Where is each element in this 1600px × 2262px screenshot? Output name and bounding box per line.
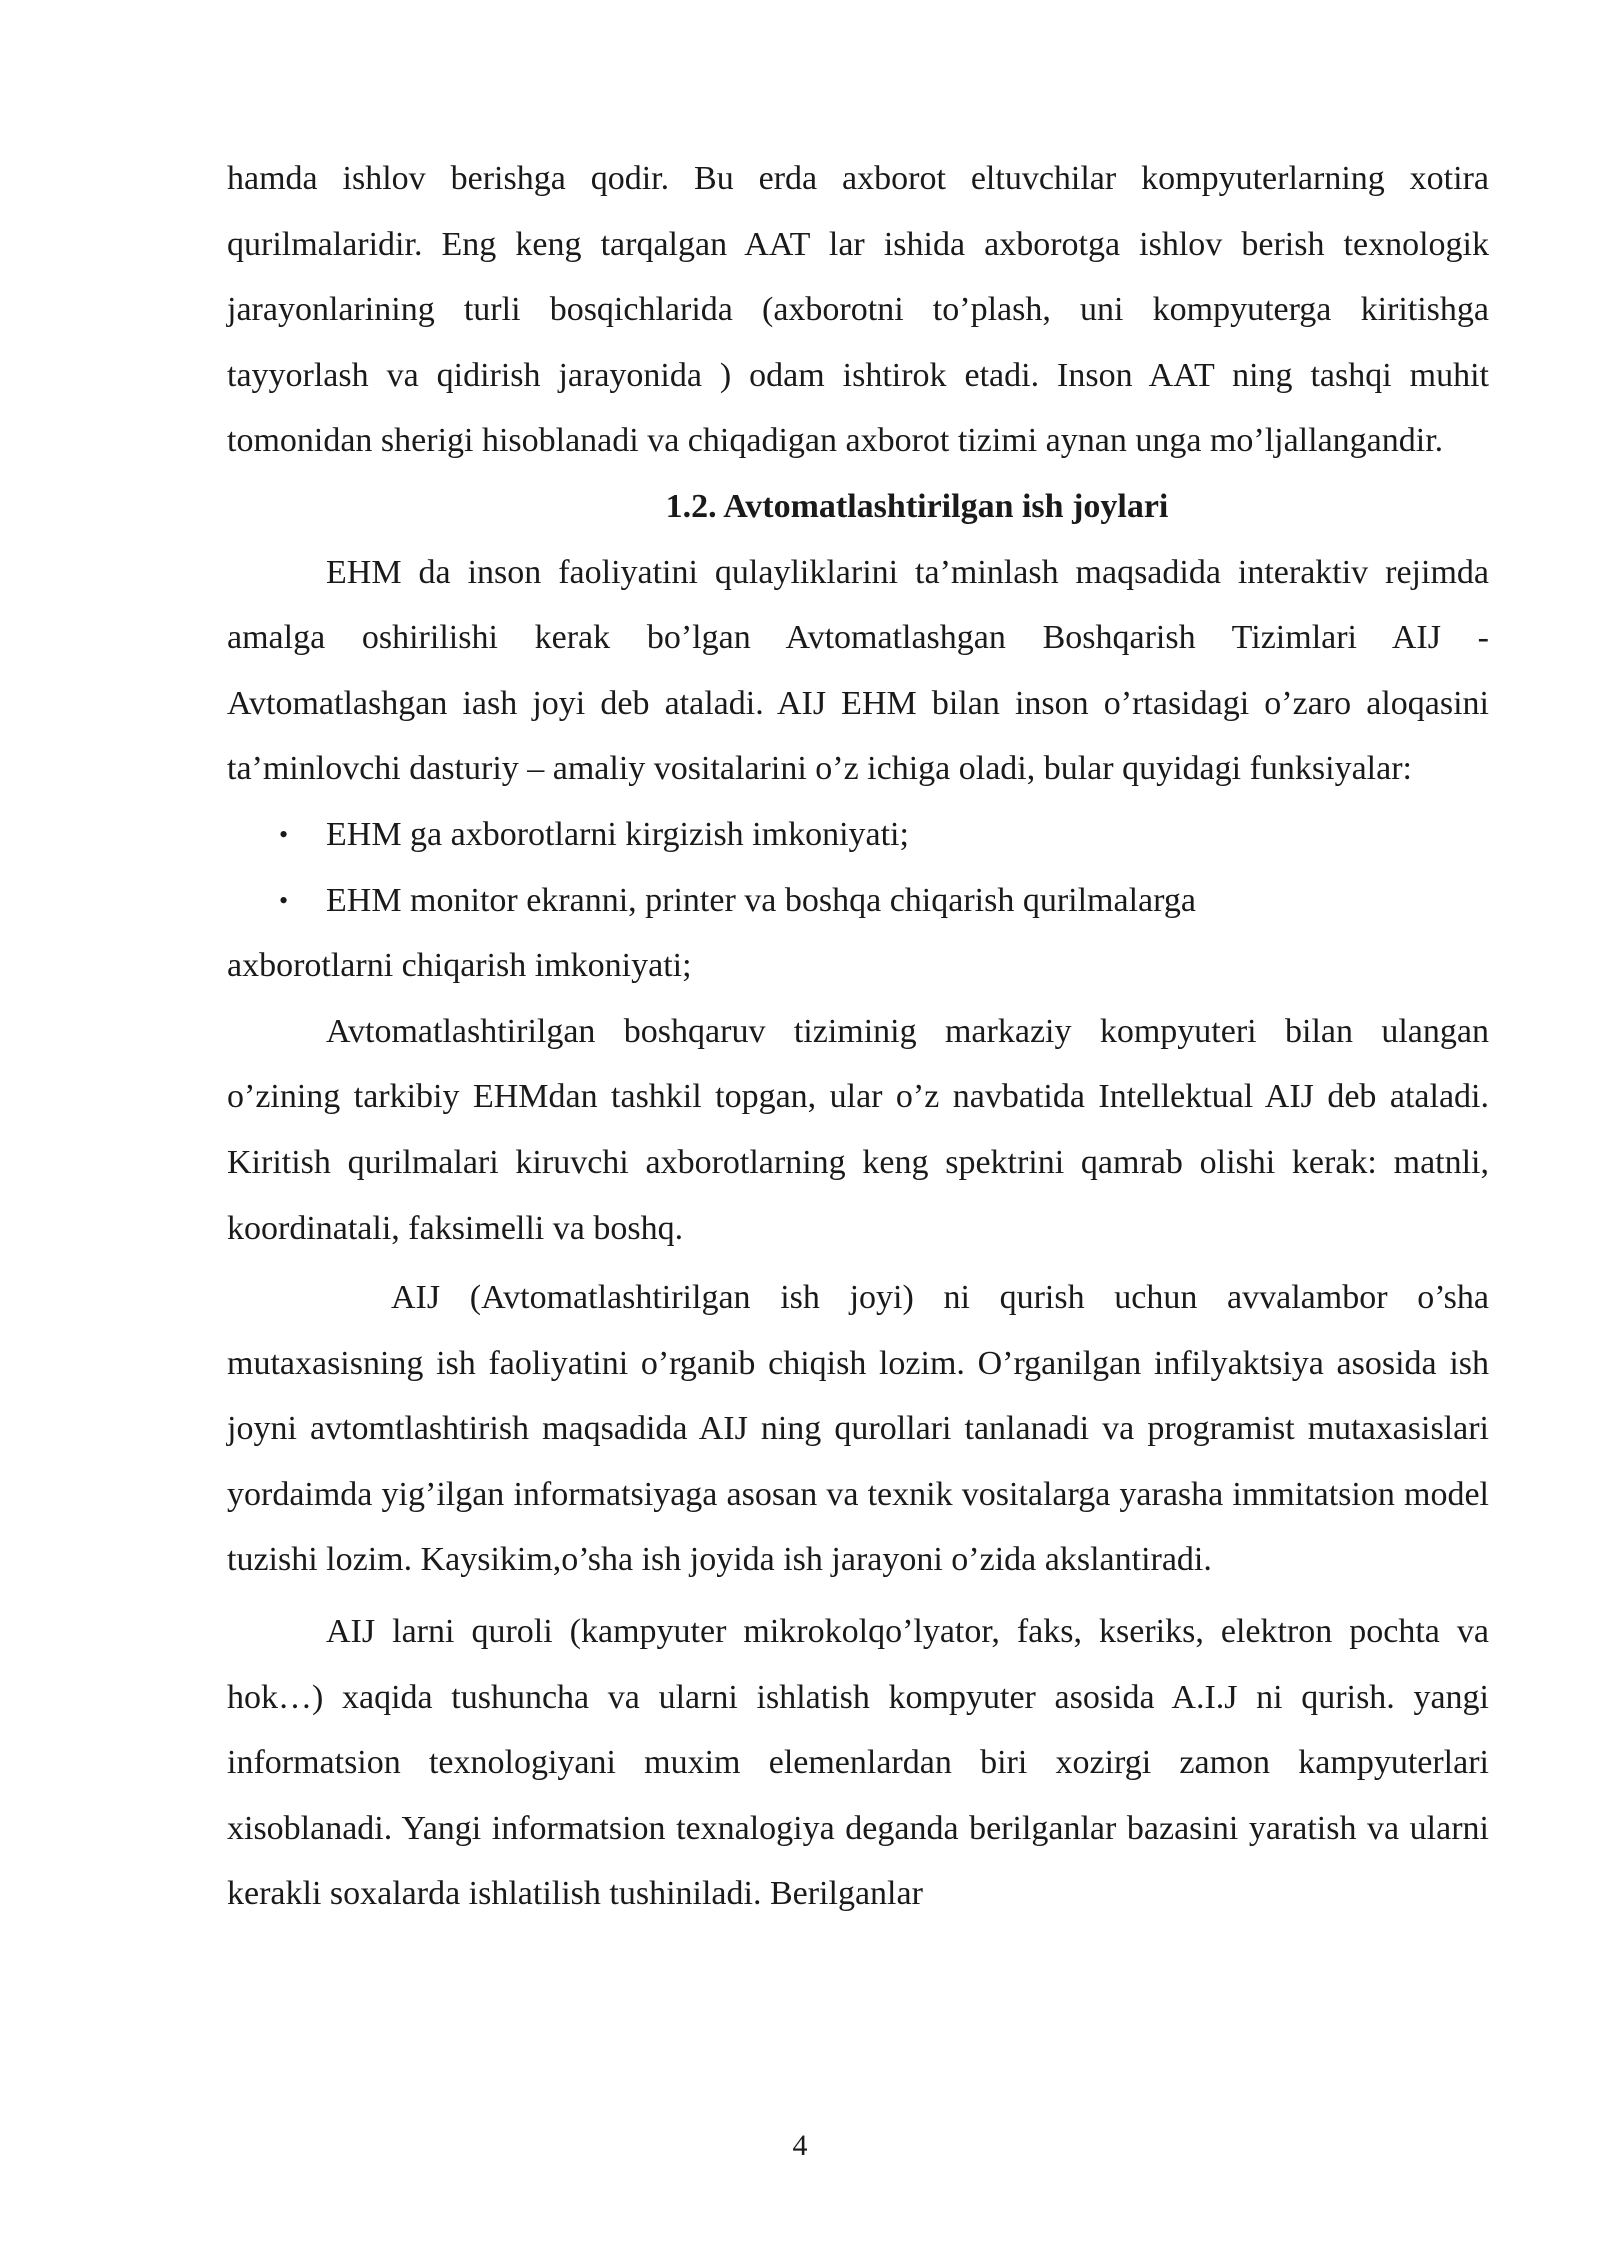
page-number: 4 xyxy=(792,2129,808,2162)
list-item-text: EHM monitor ekranni, printer va boshqa chiqarish qurilmalarga xyxy=(326,881,1196,919)
intro-paragraph: hamda ishlov berishga qodir. Bu erda axborot eltuvchilar kompyuterlarning xotira qurilmalaridir. Eng keng tarqalgan AAT lar ishida axborotga ishlov berish texnologik jarayonlarining turli bosqichlarida (axborotni to’plash, uni kompyuterga kiritishga tayyorlash va qidirish jarayonida ) odam ishtirok etadi. Inson AAT ning tashqi muhit tomonidan sherigi hisoblanadi va chiqadigan axborot tizimi aynan unga mo’ljallangandir. xyxy=(227,160,1489,460)
paragraph-intellectual-aij: Avtomatlashtirilgan boshqaruv tiziminig markaziy kompyuteri bilan ulangan o’zining tarkibiy EHMdan tashkil topgan, ular o’z navbatida Intellektual AIJ deb ataladi. Kiritish qurilmalari kiruvchi axborotlarning keng spektrini qamrab olishi kerak: matnli, koordinatali, faksimelli va boshq. xyxy=(227,1012,1489,1247)
bullet-icon: • xyxy=(279,819,289,849)
paragraph-definition: EHM da inson faoliyatini qulayliklarini ta’minlash maqsadida interaktiv rejimda amalga oshirilishi kerak bo’lgan Avtomatlashgan Boshqarish Tizimlari AIJ - Avtomatlashgan iash joyi deb ataladi. AIJ EHM bilan inson o’rtasidagi o’zaro aloqasini ta’minlovchi dasturiy – amaliy vositalarini o’z ichiga oladi, bular quyidagi funksiyalar: xyxy=(227,553,1489,788)
document-page xyxy=(227,146,1489,1927)
section-heading: 1.2. Avtomatlashtirilgan ish joylari xyxy=(665,487,1169,525)
paragraph-aij-tools: AIJ larni quroli (kampyuter mikrokolqo’lyator, faks, kseriks, elektron pochta va hok…) xaqida tushuncha va ularni ishlatish kompyuter asosida A.I.J ni qurish. yangi informatsion texnologiyani muxim elemenlardan biri xozirgi zamon kampyuterlari xisoblanadi. Yangi informatsion texnalogiya deganda berilganlar bazasini yaratish va ularni kerakli soxalarda ishlatilish tushiniladi. Berilganlar xyxy=(227,1613,1489,1913)
list-item xyxy=(227,868,1489,934)
list-item xyxy=(227,802,1489,868)
list-item-text: EHM ga axborotlarni kirgizish imkoniyati; xyxy=(326,815,909,853)
function-list xyxy=(227,802,1489,933)
paragraph-aij-building: AIJ (Avtomatlashtirilgan ish joyi) ni qurish uchun avvalambor o’sha mutaxasisning ish faoliyatini o’rganib chiqish lozim. O’rganilgan infilyaktsiya asosida ish joyni avtomtlashtirish maqsadida AIJ ning qurollari tanlanadi va programist mutaxasislari yordaimda yig’ilgan informatsiyaga asosan va texnik vositalarga yarasha immitatsion model tuzishi lozim. Kaysikim,o’sha ish joyida ish jarayoni o’zida akslantiradi. xyxy=(227,1279,1489,1579)
bullet-icon: • xyxy=(279,885,289,915)
list-tail-text: axborotlarni chiqarish imkoniyati; xyxy=(227,947,692,985)
